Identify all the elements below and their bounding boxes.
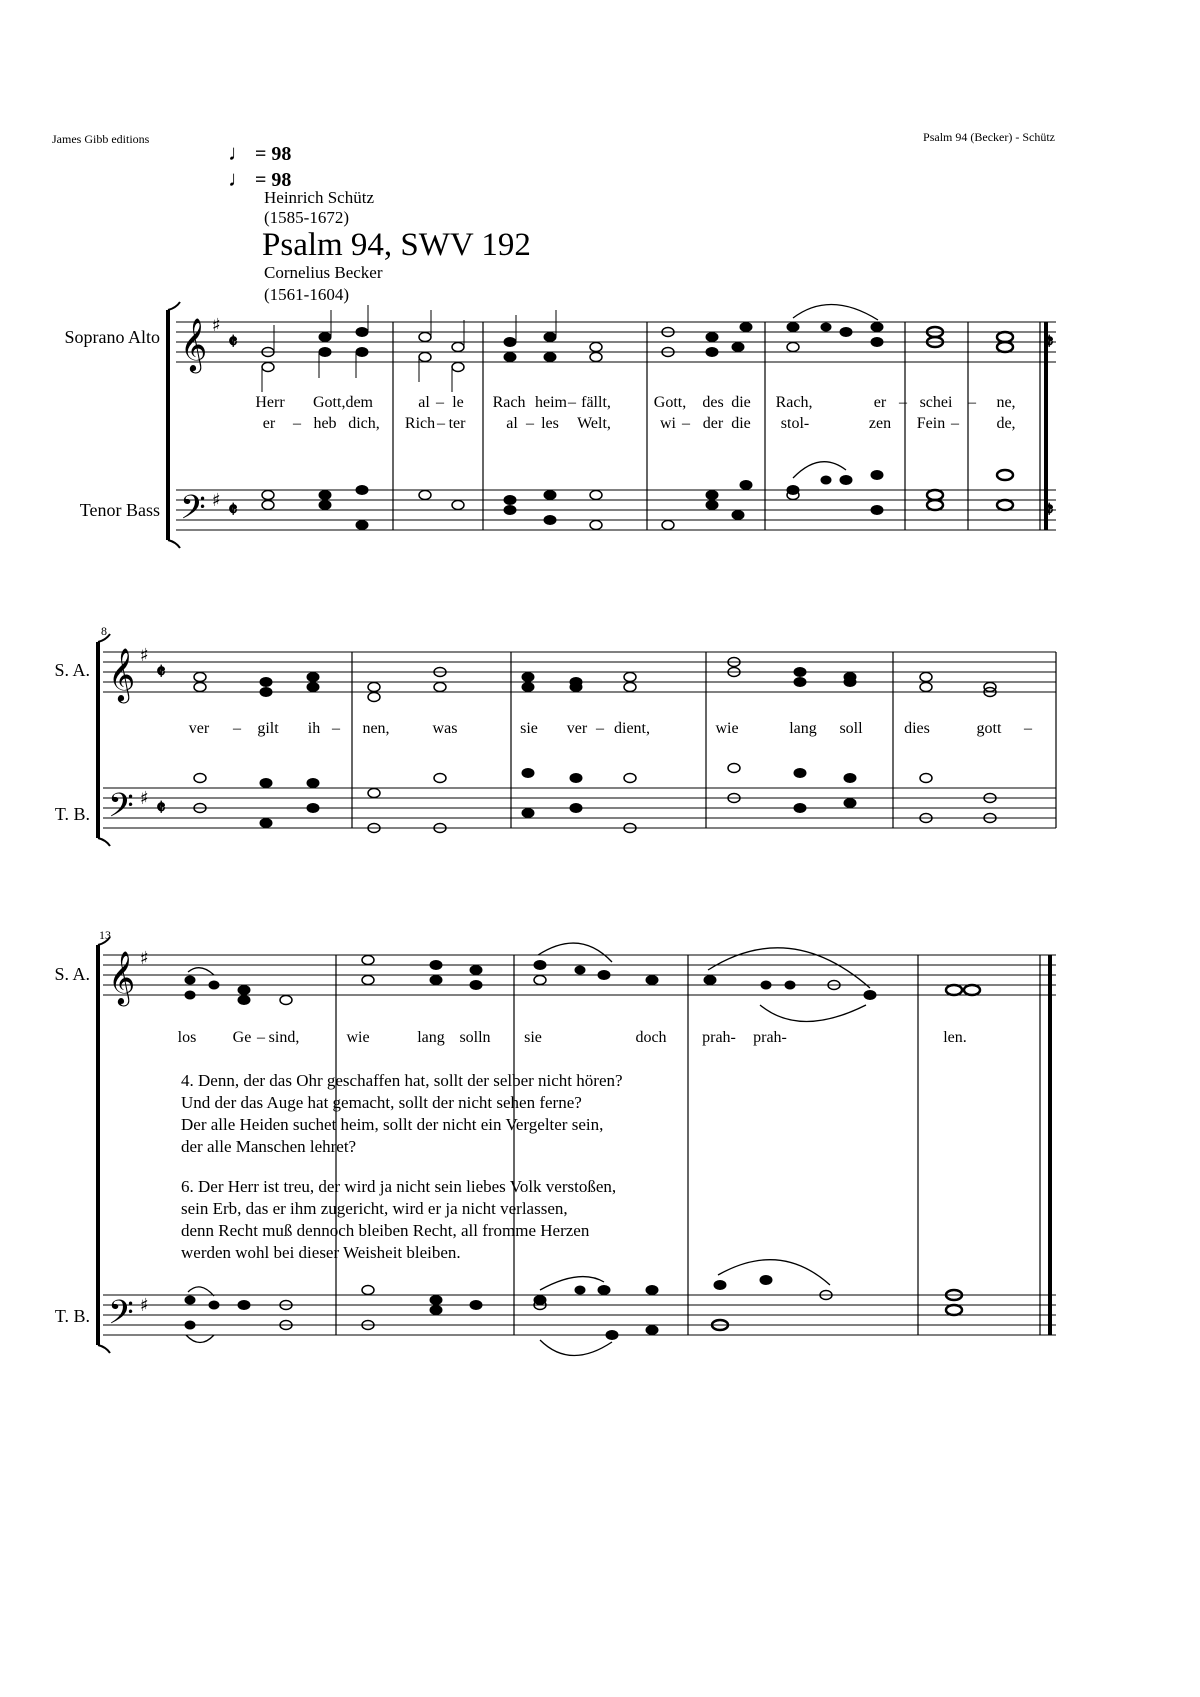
composer-dates: (1585-1672) [264,208,349,227]
part-label-soprano-alto: S. A. [54,964,90,984]
part-label-tenor-bass: T. B. [54,804,90,824]
part-label-soprano-alto: Soprano Alto [64,327,160,347]
part-label-soprano-alto: S. A. [54,660,90,680]
treble-clef-icon: 𝄞 [108,647,136,701]
bass-clef-icon: 𝄢 [108,787,134,833]
edition-credit: James Gibb editions [52,132,150,146]
svg-text:♯: ♯ [140,788,149,809]
svg-text:♯: ♯ [140,645,149,666]
part-label-tenor-bass: Tenor Bass [79,500,160,520]
treble-clef-icon: 𝄞 [180,317,208,371]
part-label-tenor-bass: T. B. [54,1306,90,1326]
svg-text:𝄵: 𝄵 [228,497,238,523]
measure-number: 13 [99,928,111,942]
svg-text:𝄵: 𝄵 [156,659,166,685]
measure-number: 8 [101,624,107,638]
svg-text:♯: ♯ [212,490,221,511]
tempo-mark: ♩ = 98 [228,166,292,191]
svg-text:♯: ♯ [140,1295,149,1316]
tempo-mark: ♩ = 98 [228,140,292,165]
page-title: Psalm 94, SWV 192 [262,227,531,263]
bass-clef-icon: 𝄢 [108,1294,134,1340]
lyricist-name: Cornelius Becker [264,263,383,282]
verse-4: 4. Denn, der das Ohr geschaffen hat, sollt der selber nicht hören? Und der das Auge hat gemacht, sollt der nicht sehen ferne? Der alle Heiden suchet heim, sollt der nicht ein Vergelter sein, der alle Manschen lehret? [181,1071,623,1156]
svg-text:𝄵: 𝄵 [1044,497,1054,523]
lyricist-dates: (1561-1604) [264,285,349,304]
quarter-note-icon: ♩ [228,140,250,165]
treble-clef-icon: 𝄞 [108,950,136,1004]
svg-text:𝄵: 𝄵 [156,795,166,821]
composer-name: Heinrich Schütz [264,188,374,207]
svg-text:♯: ♯ [212,315,221,336]
staff-soprano-alto-1 [176,322,1056,362]
running-title: Psalm 94 (Becker) - Schütz [923,130,1055,144]
quarter-note-icon: ♩ [228,166,250,191]
staff-tenor-bass-1 [176,490,1056,530]
svg-text:𝄵: 𝄵 [1044,329,1054,355]
bass-clef-icon: 𝄢 [180,489,206,535]
verse-6: 6. Der Herr ist treu, der wird ja nicht sein liebes Volk verstoßen, sein Erb, das er ihm zugericht, wird er ja nicht verlassen, denn Recht muß dennoch bleiben Recht, all fromme Herzen werden wohl bei dieser Weisheit bleiben. [181,1177,617,1262]
svg-text:♯: ♯ [140,948,149,969]
svg-text:𝄵: 𝄵 [228,329,238,355]
